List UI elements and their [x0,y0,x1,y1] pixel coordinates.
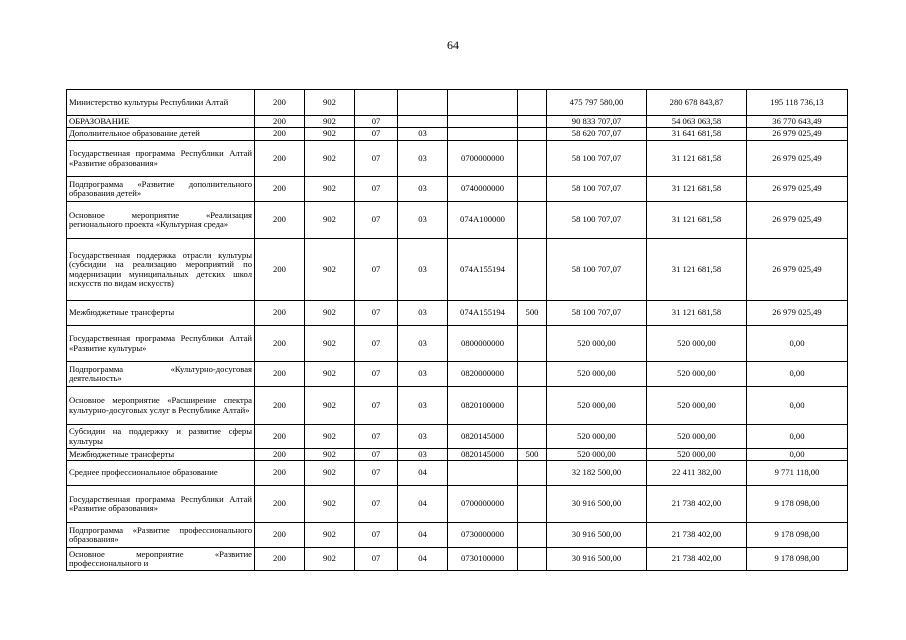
subsection-code-cell: 03 [398,239,448,301]
subsection-code-cell [398,90,448,116]
admin-code-cell: 200 [255,128,305,141]
table-row [67,116,848,128]
row-name-cell: Государственная программа Республики Алтай «Развитие образования» [67,141,255,177]
section-code-cell: 07 [355,523,398,548]
amount-regional-cell: 9 178 098,00 [747,523,848,548]
target-article-cell: 0740000000 [448,177,518,202]
expense-type-cell [518,116,547,128]
amount-total-cell: 520 000,00 [547,326,647,362]
section-code-cell: 07 [355,116,398,128]
table-row [67,301,848,326]
target-article-cell: 0820145000 [448,425,518,449]
amount-total-cell: 520 000,00 [547,362,647,387]
row-name-cell: Основное мероприятие «Расширение спектра культурно-досуговых услуг в Республике Алтай» [67,387,255,425]
subsection-code-cell: 03 [398,387,448,425]
row-name-cell: Подпрограмма «Развитие дополнительного образования детей» [67,177,255,202]
amount-federal-cell: 31 121 681,58 [647,141,747,177]
amount-regional-cell: 26 979 025,49 [747,202,848,239]
amount-regional-cell: 26 979 025,49 [747,141,848,177]
expense-type-cell [518,141,547,177]
subsection-code-cell [398,116,448,128]
section-code-cell: 07 [355,486,398,523]
admin-code-cell: 200 [255,387,305,425]
amount-total-cell: 58 100 707,07 [547,202,647,239]
target-article-cell [448,128,518,141]
target-article-cell [448,90,518,116]
amount-total-cell: 58 100 707,07 [547,301,647,326]
expense-type-cell [518,523,547,548]
ministry-code-cell: 902 [305,425,355,449]
page-number: 64 [447,38,459,52]
ministry-code-cell: 902 [305,362,355,387]
ministry-code-cell: 902 [305,548,355,571]
amount-total-cell: 30 916 500,00 [547,486,647,523]
amount-total-cell: 520 000,00 [547,449,647,461]
expense-type-cell [518,387,547,425]
ministry-code-cell: 902 [305,301,355,326]
row-name-cell: Министерство культуры Республики Алтай [67,90,255,116]
ministry-code-cell: 902 [305,141,355,177]
section-code-cell: 07 [355,141,398,177]
admin-code-cell: 200 [255,548,305,571]
section-code-cell: 07 [355,449,398,461]
amount-total-cell: 58 100 707,07 [547,177,647,202]
ministry-code-cell: 902 [305,239,355,301]
target-article-cell [448,461,518,486]
ministry-code-cell: 902 [305,177,355,202]
amount-federal-cell: 21 738 402,00 [647,486,747,523]
ministry-code-cell: 902 [305,128,355,141]
ministry-code-cell: 902 [305,449,355,461]
table-row [67,362,848,387]
subsection-code-cell: 03 [398,128,448,141]
table-row [67,461,848,486]
table-row [67,177,848,202]
admin-code-cell: 200 [255,326,305,362]
row-name-cell: ОБРАЗОВАНИЕ [67,116,255,128]
target-article-cell: 0820100000 [448,387,518,425]
section-code-cell: 07 [355,362,398,387]
admin-code-cell: 200 [255,177,305,202]
expense-type-cell [518,461,547,486]
admin-code-cell: 200 [255,202,305,239]
amount-federal-cell: 22 411 382,00 [647,461,747,486]
amount-federal-cell: 31 121 681,58 [647,239,747,301]
amount-regional-cell: 9 771 118,00 [747,461,848,486]
amount-federal-cell: 31 641 681,58 [647,128,747,141]
subsection-code-cell: 04 [398,486,448,523]
target-article-cell: 074A155194 [448,239,518,301]
amount-federal-cell: 54 063 063,58 [647,116,747,128]
table-body [67,90,848,571]
target-article-cell: 0820000000 [448,362,518,387]
subsection-code-cell: 03 [398,202,448,239]
admin-code-cell: 200 [255,90,305,116]
target-article-cell: 0820145000 [448,449,518,461]
row-name-cell: Государственная поддержка отрасли культуры (субсидии на реализацию мероприятий по модернизации муниципальных детских школ искусств по видам искусств) [67,239,255,301]
amount-total-cell: 58 100 707,07 [547,141,647,177]
ministry-code-cell: 902 [305,202,355,239]
amount-federal-cell: 520 000,00 [647,326,747,362]
target-article-cell: 0730000000 [448,523,518,548]
admin-code-cell: 200 [255,116,305,128]
row-name-cell: Субсидии на поддержку и развитие сферы культуры [67,425,255,449]
amount-regional-cell: 36 770 643,49 [747,116,848,128]
amount-total-cell: 32 182 500,00 [547,461,647,486]
amount-federal-cell: 31 121 681,58 [647,202,747,239]
section-code-cell: 07 [355,177,398,202]
target-article-cell: 0700000000 [448,486,518,523]
amount-federal-cell: 280 678 843,87 [647,90,747,116]
amount-total-cell: 30 916 500,00 [547,548,647,571]
ministry-code-cell: 902 [305,461,355,486]
admin-code-cell: 200 [255,141,305,177]
amount-total-cell: 90 833 707,07 [547,116,647,128]
amount-regional-cell: 26 979 025,49 [747,177,848,202]
table-row [67,449,848,461]
budget-table [66,89,848,571]
table-row [67,239,848,301]
admin-code-cell: 200 [255,362,305,387]
table-row [67,128,848,141]
expense-type-cell [518,425,547,449]
amount-regional-cell: 0,00 [747,449,848,461]
expense-type-cell [518,239,547,301]
expense-type-cell [518,326,547,362]
expense-type-cell: 500 [518,449,547,461]
amount-regional-cell: 26 979 025,49 [747,128,848,141]
expense-type-cell [518,202,547,239]
amount-regional-cell: 26 979 025,49 [747,301,848,326]
table-row [67,548,848,571]
amount-federal-cell: 520 000,00 [647,387,747,425]
row-name-cell: Подпрограмма «Развитие профессионального образования» [67,523,255,548]
target-article-cell: 0730100000 [448,548,518,571]
ministry-code-cell: 902 [305,90,355,116]
expense-type-cell [518,128,547,141]
amount-regional-cell: 26 979 025,49 [747,239,848,301]
amount-federal-cell: 520 000,00 [647,449,747,461]
section-code-cell: 07 [355,387,398,425]
subsection-code-cell: 03 [398,362,448,387]
row-name-cell: Межбюджетные трансферты [67,449,255,461]
row-name-cell: Государственная программа Республики Алтай «Развитие культуры» [67,326,255,362]
amount-regional-cell: 0,00 [747,425,848,449]
expense-type-cell [518,177,547,202]
target-article-cell: 074A155194 [448,301,518,326]
amount-regional-cell: 9 178 098,00 [747,486,848,523]
amount-federal-cell: 520 000,00 [647,425,747,449]
section-code-cell: 07 [355,461,398,486]
subsection-code-cell: 04 [398,548,448,571]
admin-code-cell: 200 [255,461,305,486]
amount-regional-cell: 195 118 736,13 [747,90,848,116]
row-name-cell: Дополнительное образование детей [67,128,255,141]
target-article-cell: 074A100000 [448,202,518,239]
section-code-cell: 07 [355,239,398,301]
expense-type-cell [518,548,547,571]
table-row [67,202,848,239]
section-code-cell: 07 [355,128,398,141]
amount-total-cell: 475 797 580,00 [547,90,647,116]
amount-total-cell: 58 620 707,07 [547,128,647,141]
row-name-cell: Основное мероприятие «Реализация регионального проекта «Культурная среда» [67,202,255,239]
expense-type-cell [518,90,547,116]
amount-federal-cell: 21 738 402,00 [647,523,747,548]
subsection-code-cell: 03 [398,425,448,449]
row-name-cell: Межбюджетные трансферты [67,301,255,326]
table-row [67,387,848,425]
amount-regional-cell: 0,00 [747,362,848,387]
amount-regional-cell: 9 178 098,00 [747,548,848,571]
admin-code-cell: 200 [255,239,305,301]
table-row [67,326,848,362]
admin-code-cell: 200 [255,449,305,461]
amount-federal-cell: 520 000,00 [647,362,747,387]
subsection-code-cell: 04 [398,461,448,486]
section-code-cell: 07 [355,425,398,449]
ministry-code-cell: 902 [305,486,355,523]
ministry-code-cell: 902 [305,116,355,128]
subsection-code-cell: 03 [398,177,448,202]
admin-code-cell: 200 [255,486,305,523]
target-article-cell [448,116,518,128]
admin-code-cell: 200 [255,301,305,326]
target-article-cell: 0700000000 [448,141,518,177]
ministry-code-cell: 902 [305,326,355,362]
amount-federal-cell: 31 121 681,58 [647,301,747,326]
admin-code-cell: 200 [255,523,305,548]
amount-regional-cell: 0,00 [747,387,848,425]
section-code-cell: 07 [355,202,398,239]
target-article-cell: 0800000000 [448,326,518,362]
subsection-code-cell: 03 [398,449,448,461]
ministry-code-cell: 902 [305,387,355,425]
table-row [67,90,848,116]
subsection-code-cell: 03 [398,301,448,326]
admin-code-cell: 200 [255,425,305,449]
amount-total-cell: 58 100 707,07 [547,239,647,301]
table-row [67,486,848,523]
amount-total-cell: 520 000,00 [547,387,647,425]
row-name-cell: Государственная программа Республики Алтай «Развитие образования» [67,486,255,523]
amount-total-cell: 520 000,00 [547,425,647,449]
table-row [67,141,848,177]
row-name-cell: Основное мероприятие «Развитие профессионального и [67,548,255,571]
subsection-code-cell: 03 [398,141,448,177]
subsection-code-cell: 03 [398,326,448,362]
amount-federal-cell: 21 738 402,00 [647,548,747,571]
subsection-code-cell: 04 [398,523,448,548]
expense-type-cell [518,362,547,387]
amount-total-cell: 30 916 500,00 [547,523,647,548]
amount-regional-cell: 0,00 [747,326,848,362]
row-name-cell: Подпрограмма «Культурно-досуговая деятельность» [67,362,255,387]
table-row [67,523,848,548]
section-code-cell [355,90,398,116]
table-row [67,425,848,449]
expense-type-cell: 500 [518,301,547,326]
ministry-code-cell: 902 [305,523,355,548]
row-name-cell: Среднее профессиональное образование [67,461,255,486]
section-code-cell: 07 [355,301,398,326]
amount-federal-cell: 31 121 681,58 [647,177,747,202]
section-code-cell: 07 [355,326,398,362]
expense-type-cell [518,486,547,523]
section-code-cell: 07 [355,548,398,571]
